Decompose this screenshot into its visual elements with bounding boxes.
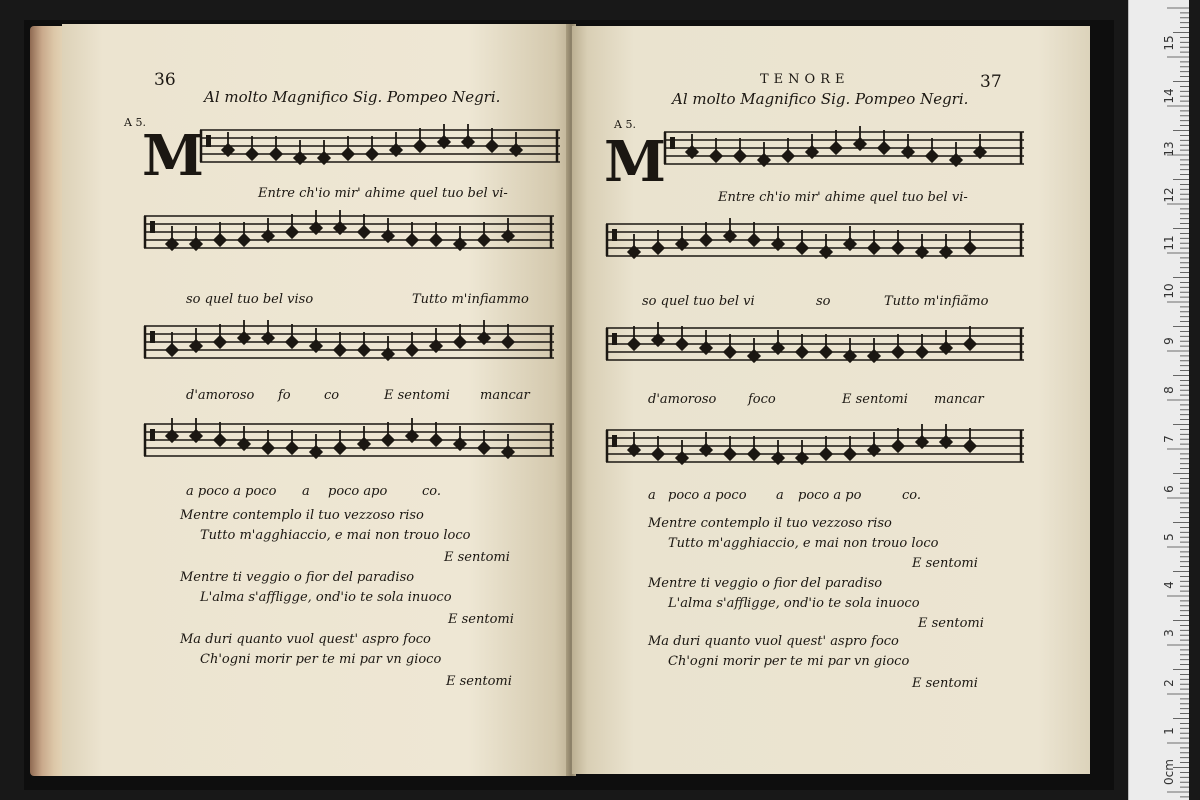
verse-line: Ch'ogni morir per te mi par vn gioco [200, 652, 442, 667]
verse-refrain: E sentomi [918, 616, 984, 631]
lyric-line: so quel tuo bel viso [186, 292, 314, 307]
lyric-line: foco [748, 392, 776, 407]
lyric-line: Tutto m'infiammo [412, 292, 529, 307]
verse-line: L'alma s'affligge, ond'io te sola inuoco [668, 596, 920, 611]
ruler-number: 4 [1162, 581, 1176, 589]
ruler-number: 2 [1162, 679, 1176, 687]
lyric-line: so [816, 294, 831, 309]
lyric-line: mancar [480, 388, 530, 403]
verse-line: Tutto m'agghiaccio, e mai non trouo loco [200, 528, 471, 543]
lyric-line: Entre ch'io mir' ahime quel tuo bel vi- [718, 190, 968, 205]
verse-line: Mentre contemplo il tuo vezzoso riso [648, 516, 892, 531]
right-page [572, 26, 1090, 774]
lyric-line: a [776, 488, 784, 503]
verse-refrain: E sentomi [448, 612, 514, 627]
dedication: Al molto Magnifico Sig. Pompeo Negri. [672, 90, 969, 108]
ruler-number: 5 [1162, 533, 1176, 541]
lyric-line: co [324, 388, 340, 403]
music-staff [606, 424, 1024, 476]
lyric-line: d'amoroso [648, 392, 717, 407]
verse-line: L'alma s'affligge, ond'io te sola inuoco [200, 590, 452, 605]
lyric-line: fo [278, 388, 291, 403]
lyric-line: d'amoroso [186, 388, 255, 403]
decorated-initial: M [142, 123, 204, 189]
verse-line: Tutto m'agghiaccio, e mai non trouo loco [668, 536, 939, 551]
verse-line: Ch'ogni morir per te mi par vn gioco [668, 654, 910, 669]
lyric-line: co. [422, 484, 442, 499]
lyric-line: E sentomi [842, 392, 908, 407]
music-staff [606, 322, 1024, 374]
lyric-line: poco a po [798, 488, 862, 503]
voice-header: TENORE [760, 72, 850, 87]
music-staff [200, 124, 560, 176]
ruler-unit: 0cm [1162, 759, 1176, 785]
lyric-line: E sentomi [384, 388, 450, 403]
verse-line: Mentre ti veggio o fior del paradiso [648, 576, 883, 591]
ruler-number: 1 [1162, 727, 1176, 735]
verse-refrain: E sentomi [912, 676, 978, 691]
verse-refrain: E sentomi [444, 550, 510, 565]
left-page [62, 24, 570, 776]
voice-count: A 5. [124, 116, 146, 129]
verse-line: Mentre contemplo il tuo vezzoso riso [180, 508, 424, 523]
ruler-number: 14 [1162, 88, 1176, 104]
lyric-line: poco a poco [668, 488, 747, 503]
page-number: 36 [154, 70, 176, 90]
dedication: Al molto Magnifico Sig. Pompeo Negri. [204, 88, 501, 106]
ruler-number: 12 [1162, 187, 1176, 203]
lyric-line: a [648, 488, 656, 503]
music-staff [606, 218, 1024, 270]
music-staff [144, 418, 554, 470]
verse-line: Ma duri quanto vuol quest' aspro foco [648, 634, 899, 649]
verse-line: Mentre ti veggio o fior del paradiso [180, 570, 415, 585]
ruler-number: 3 [1162, 629, 1176, 637]
lyric-line: poco apo [328, 484, 388, 499]
verse-line: Ma duri quanto vuol quest' aspro foco [180, 632, 431, 647]
music-staff [144, 320, 554, 372]
voice-count: A 5. [614, 118, 636, 131]
measurement-ruler [1128, 0, 1189, 800]
lyric-line: co. [902, 488, 922, 503]
music-staff [144, 210, 554, 262]
lyric-line: a poco a poco [186, 484, 277, 499]
ruler-number: 6 [1162, 485, 1176, 493]
ruler-number: 15 [1162, 35, 1176, 51]
lyric-line: so quel tuo bel vi [642, 294, 755, 309]
lyric-line: Entre ch'io mir' ahime quel tuo bel vi- [258, 186, 508, 201]
lyric-line: mancar [934, 392, 984, 407]
ruler-number: 9 [1162, 337, 1176, 345]
verse-refrain: E sentomi [912, 556, 978, 571]
page-number: 37 [980, 72, 1002, 92]
ruler-number: 10 [1162, 283, 1176, 299]
lyric-line: a [302, 484, 310, 499]
music-staff [664, 126, 1024, 178]
verse-refrain: E sentomi [446, 674, 512, 689]
ruler-number: 13 [1162, 141, 1176, 157]
ruler-number: 11 [1162, 235, 1176, 251]
ruler-number: 7 [1162, 435, 1176, 443]
ruler-number: 8 [1162, 386, 1176, 394]
lyric-line: Tutto m'infiãmo [884, 294, 989, 309]
ruler-ticks [1129, 0, 1189, 800]
decorated-initial: M [604, 129, 666, 195]
